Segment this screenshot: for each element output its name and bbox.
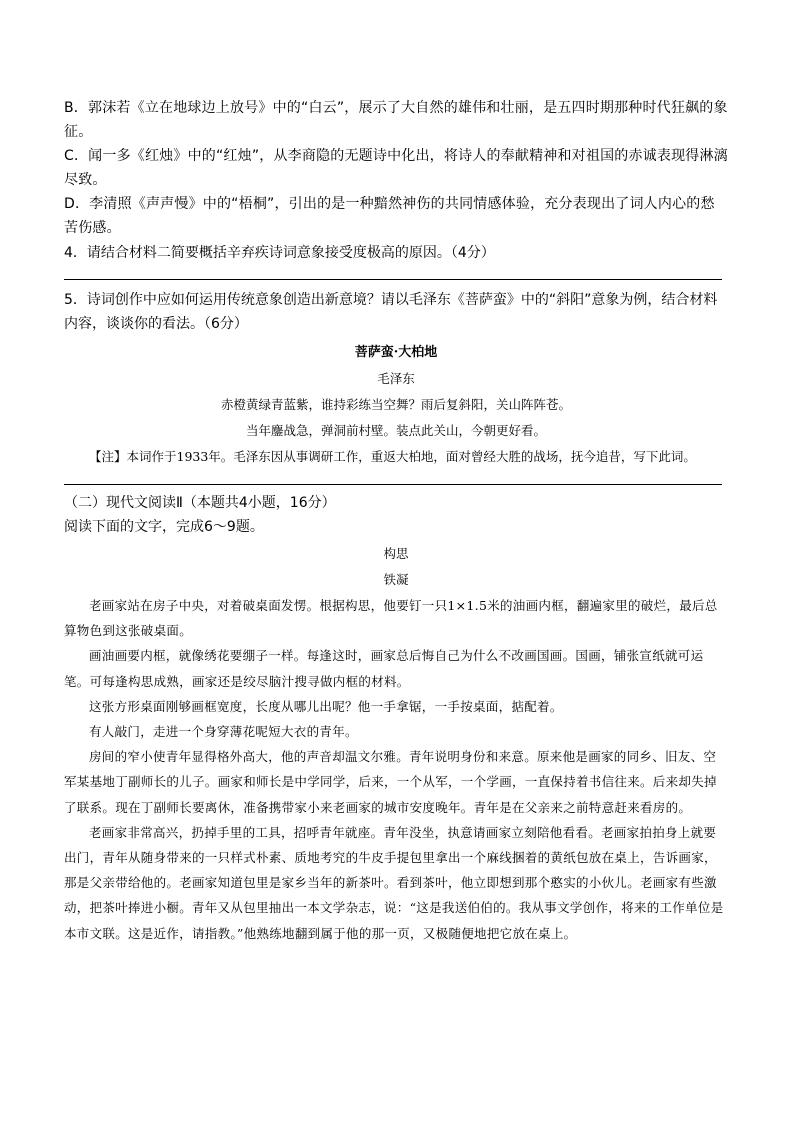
poem-line: 赤橙黄绿青蓝紫，谁持彩练当空舞？雨后复斜阳，关山阵阵苍。	[220, 397, 571, 412]
question-5: 5．诗词创作中应如何运用传统意象创造出新意境？请以毛泽东《菩萨蛮》中的“斜阳”意象为例，结合材料内容，谈谈你的看法。（6分）	[64, 292, 718, 332]
story-paragraph: 画油画要内框，就像绣花要绷子一样。每逢这时，画家总后悔自己为什么不改画国画。国画，铺张宣纸就可运笔。可每逢构思成熟，画家还是绞尽脑汁搜寻做内框的材料。	[64, 648, 704, 689]
answer-line	[64, 279, 722, 280]
poem-title: 菩萨蛮·大柏地	[354, 345, 438, 360]
option-c: C．闻一多《红烛》中的“红烛”，从李商隐的无题诗中化出，将诗人的奉献精神和对祖国的赤诚表现得淋漓尽致。	[64, 148, 728, 188]
poem-author: 毛泽东	[377, 371, 415, 386]
poem-line: 当年鏖战急，弹洞前村壁。装点此关山，今朝更好看。	[245, 423, 546, 438]
page-content	[64, 96, 728, 946]
story-title: 构思	[383, 546, 409, 561]
story-paragraph: 有人敲门，走进一个身穿薄花呢短大衣的青年。	[89, 724, 358, 740]
option-d: D．李清照《声声慢》中的“梧桐”，引出的是一种黯然神伤的共同情感体验，充分表现出了词人内心的愁苦伤感。	[64, 196, 715, 236]
section-heading: （二）现代文阅读Ⅱ（本题共4小题，16分）	[64, 495, 336, 511]
story-paragraph: 老画家非常高兴，扔掉手里的工具，招呼青年就座。青年没坐，执意请画家立刻陪他看看。老画家拍拍身上就要出门，青年从随身带来的一只样式朴素、质地考究的牛皮手提包里拿出一个麻线捆着的黄纸包放在桌上，告诉画家，那是父亲带给他的。老画家知道包里是家乡当年的新茶叶。看到茶叶，他立即想到那个憨实的小伙儿。老画家有些激动，把茶叶捧进小橱。青年又从包里抽出一本文学杂志，说：“这是我送伯伯的。我从事文学创作，将来的工作单位是本市文联。这是近作，请指教。”他熟练地翻到属于他的那一页，又极随便地把它放在桌上。	[64, 824, 724, 941]
option-b: B．郭沫若《立在地球边上放号》中的“白云”，展示了大自然的雄伟和壮丽，是五四时期那种时代狂飙的象征。	[64, 100, 728, 140]
question-4: 4．请结合材料二简要概括辛弃疾诗词意象接受度极高的原因。（4分）	[64, 245, 495, 261]
story-author: 铁凝	[383, 572, 409, 587]
story-paragraph: 这张方形桌面刚够画框宽度，长度从哪儿出呢？他一手拿锯，一手按桌面，掂配着。	[89, 698, 563, 714]
story-paragraph: 老画家站在房子中央，对着破桌面发愣。根据构思，他要钉一只1×1.5米的油画内框，翻遍家里的破烂，最后总算物色到这张破桌面。	[64, 598, 718, 639]
answer-line	[64, 484, 722, 485]
poem-note: 【注】本词作于1933年。毛泽东因从事调研工作，重返大柏地，面对曾经大胜的战场，抚今追昔，写下此词。	[89, 449, 696, 464]
section-instruction: 阅读下面的文字，完成6～9题。	[64, 519, 264, 535]
story-paragraph: 房间的窄小使青年显得格外高大，他的声音却温文尔雅。青年说明身份和来意。原来他是画家的同乡、旧友、空军某基地丁副师长的儿子。画家和师长是中学同学，后来，一个从军，一个学画，一直保持着书信往来。后来却失掉了联系。现在丁副师长要离休，准备携带家小来老画家的城市安度晚年。青年是在父亲来之前特意赶来看房的。	[64, 749, 717, 815]
